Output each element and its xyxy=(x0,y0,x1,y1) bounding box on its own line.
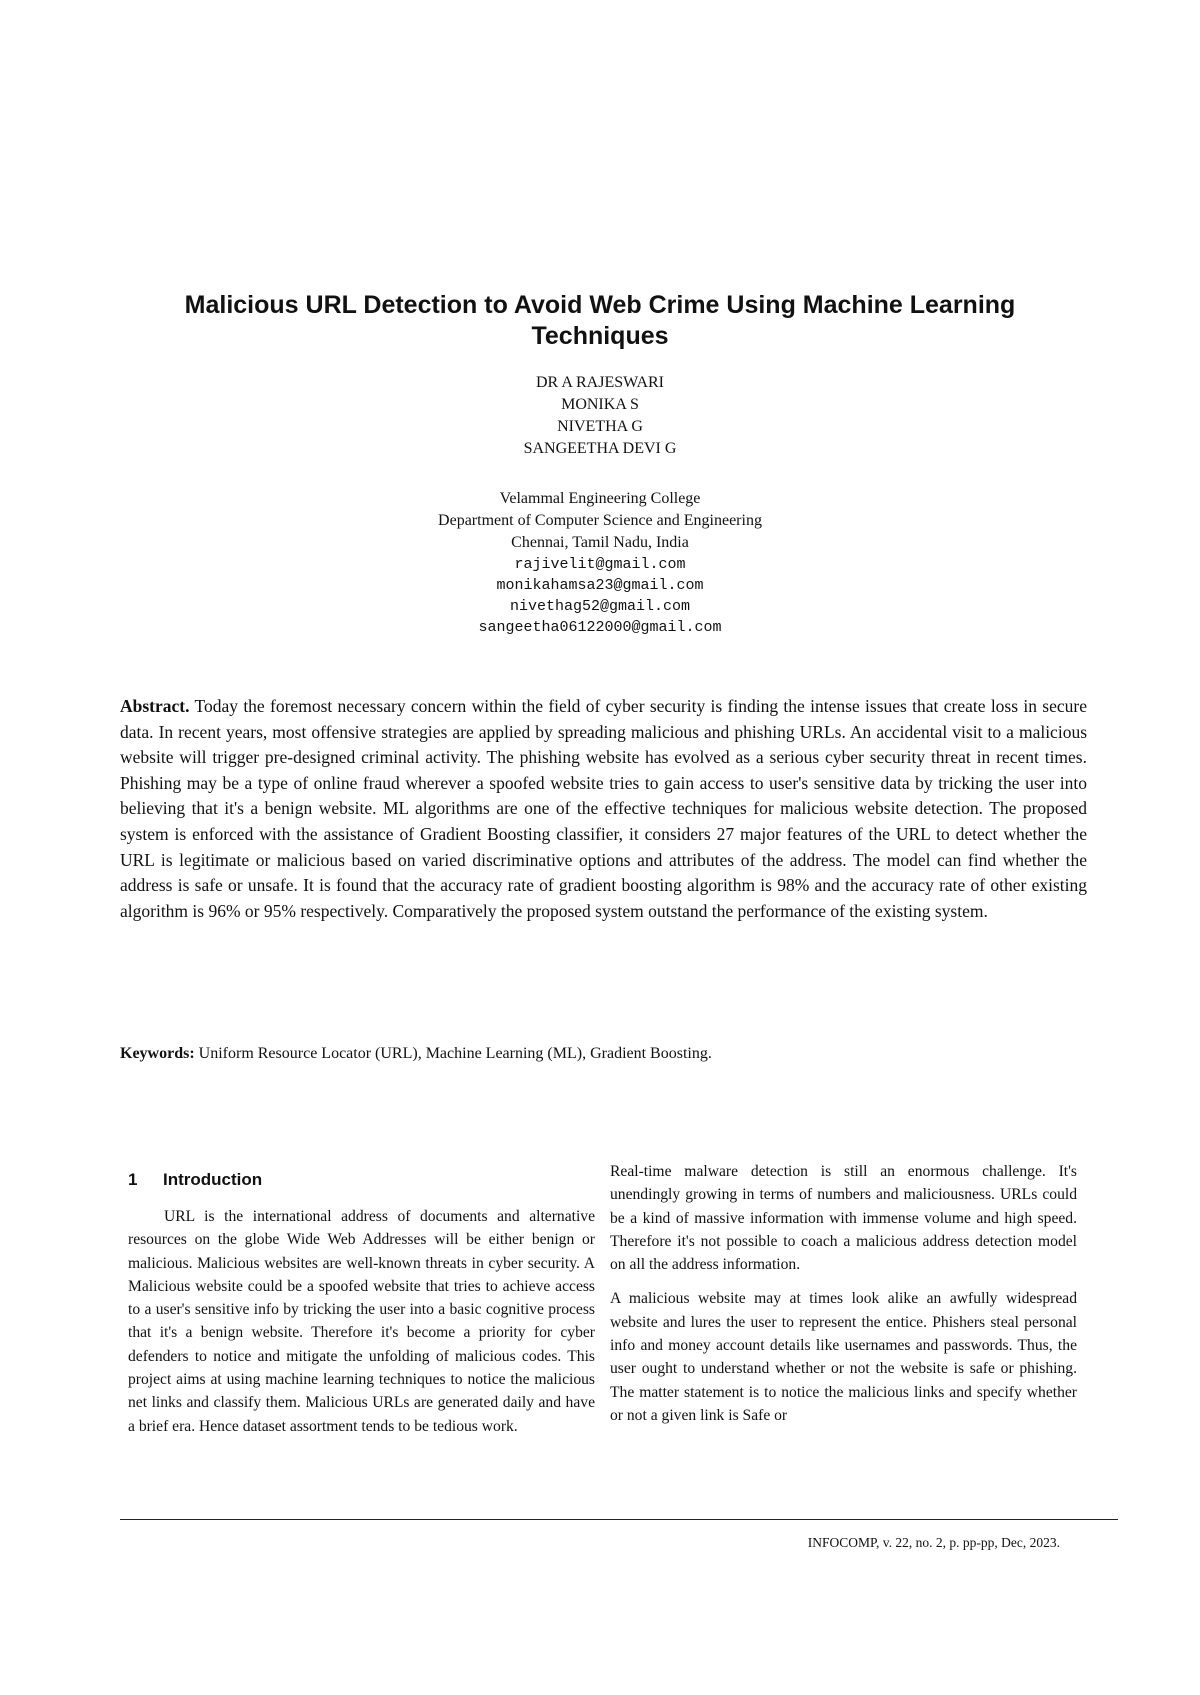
affiliation-department: Department of Computer Science and Engineering xyxy=(438,512,762,529)
author-email: sangeetha06122000@gmail.com xyxy=(478,619,722,636)
author-email: rajivelit@gmail.com xyxy=(514,556,686,573)
author-email: nivethag52@gmail.com xyxy=(509,598,691,615)
abstract xyxy=(120,694,1087,924)
author-name: DR A RAJESWARI xyxy=(535,374,665,391)
journal-footer: INFOCOMP, v. 22, no. 2, p. pp-pp, Dec, 2023. xyxy=(807,1535,1060,1550)
section-heading xyxy=(128,1170,262,1190)
author-name: NIVETHA G xyxy=(557,418,643,435)
body-paragraph: URL is the international address of documents and alternative resources on the globe Wide Web Addresses will be either benign or malicious. Malicious websites are well-known threats in cyber security. A Malicious website could be a spoofed website that tries to achieve access to a user's sensitive info by tricking the user into a basic cognitive process that it's a benign website. Therefore it's become a priority for cyber defenders to notice and mitigate the unfolding of malicious codes. This project aims at using machine learning techniques to notice the malicious net links and classify them. Malicious URLs are generated daily and have a brief era. Hence dataset assortment tends to be tedious work. xyxy=(128,1208,595,1435)
keywords xyxy=(120,1043,1087,1065)
affiliation-location: Chennai, Tamil Nadu, India xyxy=(511,534,689,551)
body-paragraph: Real-time malware detection is still an enormous challenge. It's unendingly growing in terms of numbers and maliciousness. URLs could be a kind of massive information with immense volume and high speed. Therefore it's not possible to coach a malicious address detection model on all the address information. xyxy=(610,1163,1077,1274)
right-column xyxy=(610,1160,1077,1438)
author-name: SANGEETHA DEVI G xyxy=(523,440,677,457)
email-list xyxy=(300,554,900,638)
paper-title: Malicious URL Detection to Avoid Web Crime Using Machine Learning Techniques xyxy=(184,291,1016,350)
body-paragraph: A malicious website may at times look alike an awfully widespread website and lures the user to represent the entice. Phishers steal personal info and money account details like usernames and passwords. Thus, the user ought to understand whether or not the website is safe or phishing. The matter statement is to notice the malicious links and specify whether or not a given link is Safe or xyxy=(610,1290,1077,1424)
left-column xyxy=(128,1205,595,1438)
author-list xyxy=(350,372,850,460)
keywords-text: Uniform Resource Locator (URL), Machine Learning (ML), Gradient Boosting. xyxy=(198,1045,712,1062)
abstract-label: Abstract. xyxy=(120,696,190,716)
affiliation-college: Velammal Engineering College xyxy=(499,490,701,507)
affiliation xyxy=(300,488,900,554)
section-title: Introduction xyxy=(163,1170,263,1189)
abstract-text: Today the foremost necessary concern within the field of cyber security is finding the intense issues that create loss in secure data. In recent years, most offensive strategies are applied by spreading malicious and phishing URLs. An accidental visit to a malicious website will trigger pre-designed criminal activity. The phishing website has evolved as a serious cyber security threat in recent times. Phishing may be a type of online fraud wherever a spoofed website tries to gain access to user's sensitive data by tricking the user into believing that it's a benign website. ML algorithms are one of the effective techniques for malicious website detection. The proposed system is enforced with the assistance of Gradient Boosting classifier, it considers 27 major features of the URL to detect whether the URL is legitimate or malicious based on varied discriminative options and attributes of the address. The model can find whether the address is safe or unsafe. It is found that the accuracy rate of gradient boosting algorithm is 98% and the accuracy rate of other existing algorithm is 96% or 95% respectively. Comparatively the proposed system outstand the performance of the existing system. xyxy=(120,696,1087,921)
section-number: 1 xyxy=(128,1170,138,1189)
keywords-label: Keywords: xyxy=(120,1045,195,1062)
footer-divider xyxy=(120,1519,1118,1520)
author-name: MONIKA S xyxy=(561,396,639,413)
author-email: monikahamsa23@gmail.com xyxy=(496,577,704,594)
